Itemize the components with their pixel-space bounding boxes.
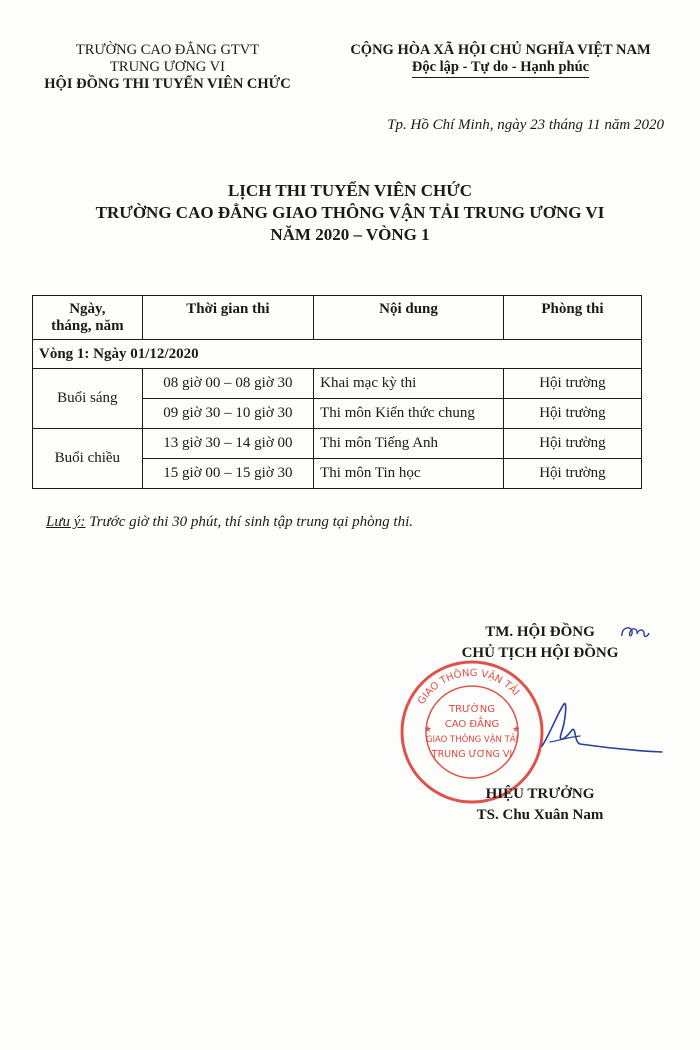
header-time: Thời gian thi bbox=[142, 296, 313, 340]
row-content: Thi môn Kiến thức chung bbox=[314, 399, 504, 429]
row-time: 09 giờ 30 – 10 giờ 30 bbox=[142, 399, 313, 429]
row-room: Hội trường bbox=[503, 399, 641, 429]
issuer-header bbox=[20, 42, 315, 93]
stamp-line-4: TRUNG ƯƠNG VI bbox=[431, 749, 513, 760]
signatory-line-2: CHỦ TỊCH HỘI ĐỒNG bbox=[461, 645, 619, 661]
title-line-1: LỊCH THI TUYỂN VIÊN CHỨC bbox=[227, 181, 473, 200]
document-title bbox=[0, 180, 700, 246]
row-content: Thi môn Tiếng Anh bbox=[314, 429, 504, 459]
note-label: Lưu ý: bbox=[46, 514, 86, 530]
row-content: Khai mạc kỳ thi bbox=[314, 369, 504, 399]
svg-text:★: ★ bbox=[511, 725, 521, 735]
handwritten-signature-icon bbox=[520, 690, 670, 770]
row-room: Hội trường bbox=[503, 429, 641, 459]
header-date-line-1: Ngày, bbox=[69, 301, 106, 317]
header-content: Nội dung bbox=[314, 296, 504, 340]
issuer-region: TRUNG ƯƠNG VI bbox=[110, 59, 225, 75]
table-header-row bbox=[33, 296, 642, 340]
stamp-ring-text: GIAO THÔNG VẬN TẢI bbox=[416, 667, 522, 707]
row-time: 13 giờ 30 – 14 giờ 00 bbox=[142, 429, 313, 459]
row-room: Hội trường bbox=[503, 369, 641, 399]
initial-mark-icon bbox=[618, 622, 652, 644]
row-content: Thi môn Tin học bbox=[314, 459, 504, 489]
session-morning: Buổi sáng bbox=[33, 369, 143, 429]
signatory-line-1: TM. HỘI ĐỒNG bbox=[485, 624, 595, 640]
note bbox=[46, 514, 413, 531]
national-header bbox=[318, 42, 683, 78]
row-time: 08 giờ 00 – 08 giờ 30 bbox=[142, 369, 313, 399]
national-name: CỘNG HÒA XÃ HỘI CHỦ NGHĨA VIỆT NAM bbox=[350, 42, 651, 58]
header-date-line-2: tháng, năm bbox=[51, 318, 124, 334]
title-line-3: NĂM 2020 – VÒNG 1 bbox=[270, 225, 430, 244]
header-date bbox=[33, 296, 143, 340]
title-line-2: TRƯỜNG CAO ĐẲNG GIAO THÔNG VẬN TẢI TRUNG ƯƠNG VI bbox=[95, 203, 605, 222]
signatory-name: TS. Chu Xuân Nam bbox=[476, 807, 604, 823]
round-label: Vòng 1: Ngày 01/12/2020 bbox=[33, 340, 642, 369]
round-row bbox=[33, 340, 642, 369]
table-row bbox=[33, 369, 642, 399]
signatory-footer bbox=[415, 784, 665, 826]
signatory-title: HIỆU TRƯỞNG bbox=[485, 786, 595, 802]
svg-text:★: ★ bbox=[423, 725, 433, 735]
national-motto: Độc lập - Tự do - Hạnh phúc bbox=[412, 59, 589, 78]
note-text: Trước giờ thi 30 phút, thí sinh tập trung tại phòng thi. bbox=[85, 514, 413, 530]
place-date: Tp. Hồ Chí Minh, ngày 23 tháng 11 năm 2020 bbox=[387, 117, 664, 133]
exam-schedule-table bbox=[32, 295, 642, 489]
stamp-line-1: TRƯỜNG bbox=[449, 704, 495, 715]
session-afternoon: Buổi chiều bbox=[33, 429, 143, 489]
stamp-line-2: CAO ĐẲNG bbox=[444, 719, 500, 730]
row-room: Hội trường bbox=[503, 459, 641, 489]
row-time: 15 giờ 00 – 15 giờ 30 bbox=[142, 459, 313, 489]
issuer-council: HỘI ĐỒNG THI TUYỂN VIÊN CHỨC bbox=[44, 76, 291, 92]
stamp-line-3: GIAO THÔNG VẬN TẢI bbox=[425, 735, 519, 745]
table-row bbox=[33, 429, 642, 459]
header-room: Phòng thi bbox=[503, 296, 641, 340]
issuer-school: TRƯỜNG CAO ĐẲNG GTVT bbox=[75, 42, 260, 58]
